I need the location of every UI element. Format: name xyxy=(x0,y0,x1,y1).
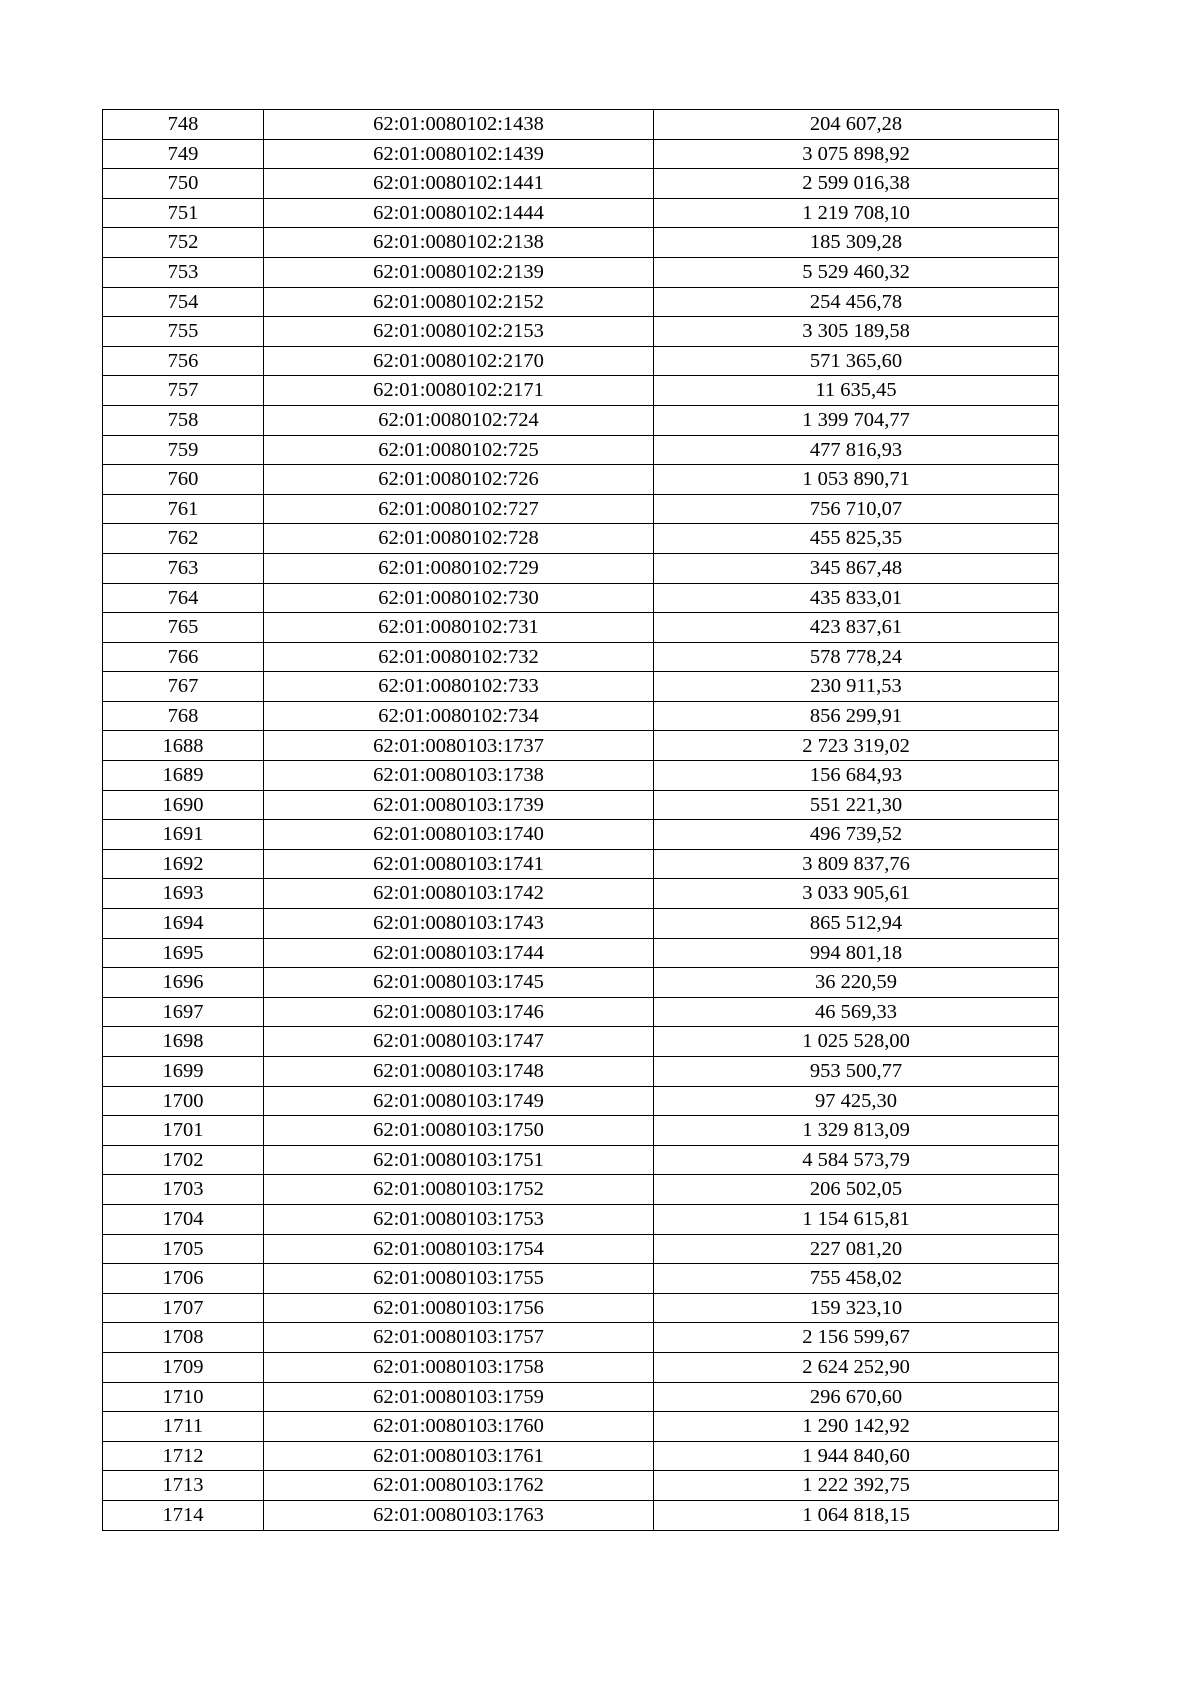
cadastral-number-cell: 62:01:0080102:2152 xyxy=(264,287,654,317)
cadastral-value-cell: 185 309,28 xyxy=(654,228,1059,258)
row-number-cell: 1693 xyxy=(103,879,264,909)
table-row xyxy=(103,761,1059,791)
table-row xyxy=(103,524,1059,554)
cadastral-number-cell: 62:01:0080103:1739 xyxy=(264,790,654,820)
table-row xyxy=(103,613,1059,643)
cadastral-number-cell: 62:01:0080103:1760 xyxy=(264,1412,654,1442)
row-number-cell: 1692 xyxy=(103,849,264,879)
cadastral-number-cell: 62:01:0080103:1746 xyxy=(264,997,654,1027)
table-row xyxy=(103,820,1059,850)
row-number-cell: 1704 xyxy=(103,1204,264,1234)
cadastral-number-cell: 62:01:0080102:2171 xyxy=(264,376,654,406)
table-row xyxy=(103,790,1059,820)
cadastral-number-cell: 62:01:0080102:2138 xyxy=(264,228,654,258)
table-row xyxy=(103,257,1059,287)
table-row xyxy=(103,997,1059,1027)
cadastral-value-cell: 2 156 599,67 xyxy=(654,1323,1059,1353)
row-number-cell: 1709 xyxy=(103,1352,264,1382)
cadastral-number-cell: 62:01:0080103:1743 xyxy=(264,909,654,939)
cadastral-value-cell: 345 867,48 xyxy=(654,553,1059,583)
table-row xyxy=(103,1323,1059,1353)
row-number-cell: 762 xyxy=(103,524,264,554)
row-number-cell: 748 xyxy=(103,110,264,140)
cadastral-value-cell: 227 081,20 xyxy=(654,1234,1059,1264)
table-row xyxy=(103,494,1059,524)
table-row xyxy=(103,1086,1059,1116)
cadastral-value-cell: 455 825,35 xyxy=(654,524,1059,554)
cadastral-value-cell: 496 739,52 xyxy=(654,820,1059,850)
cadastral-value-cell: 1 329 813,09 xyxy=(654,1116,1059,1146)
row-number-cell: 1691 xyxy=(103,820,264,850)
row-number-cell: 1699 xyxy=(103,1057,264,1087)
table-row xyxy=(103,1145,1059,1175)
cadastral-value-cell: 551 221,30 xyxy=(654,790,1059,820)
cadastral-value-cell: 296 670,60 xyxy=(654,1382,1059,1412)
table-row xyxy=(103,1382,1059,1412)
table-row xyxy=(103,909,1059,939)
row-number-cell: 765 xyxy=(103,613,264,643)
cadastral-value-cell: 435 833,01 xyxy=(654,583,1059,613)
row-number-cell: 1690 xyxy=(103,790,264,820)
table-row xyxy=(103,346,1059,376)
table-row xyxy=(103,1175,1059,1205)
cadastral-value-cell: 571 365,60 xyxy=(654,346,1059,376)
cadastral-number-cell: 62:01:0080103:1758 xyxy=(264,1352,654,1382)
row-number-cell: 763 xyxy=(103,553,264,583)
row-number-cell: 768 xyxy=(103,701,264,731)
table-row xyxy=(103,879,1059,909)
table-row xyxy=(103,1057,1059,1087)
cadastral-number-cell: 62:01:0080103:1742 xyxy=(264,879,654,909)
row-number-cell: 753 xyxy=(103,257,264,287)
table-row xyxy=(103,465,1059,495)
row-number-cell: 1697 xyxy=(103,997,264,1027)
cadastral-value-cell: 1 025 528,00 xyxy=(654,1027,1059,1057)
row-number-cell: 751 xyxy=(103,198,264,228)
table-row xyxy=(103,198,1059,228)
table-row xyxy=(103,583,1059,613)
cadastral-value-cell: 254 456,78 xyxy=(654,287,1059,317)
table-row xyxy=(103,642,1059,672)
cadastral-value-cell: 3 305 189,58 xyxy=(654,317,1059,347)
row-number-cell: 756 xyxy=(103,346,264,376)
cadastral-number-cell: 62:01:0080103:1755 xyxy=(264,1264,654,1294)
cadastral-number-cell: 62:01:0080103:1762 xyxy=(264,1471,654,1501)
cadastral-value-cell: 1 053 890,71 xyxy=(654,465,1059,495)
cadastral-number-cell: 62:01:0080102:727 xyxy=(264,494,654,524)
cadastral-number-cell: 62:01:0080102:728 xyxy=(264,524,654,554)
cadastral-value-cell: 204 607,28 xyxy=(654,110,1059,140)
row-number-cell: 766 xyxy=(103,642,264,672)
cadastral-number-cell: 62:01:0080102:731 xyxy=(264,613,654,643)
row-number-cell: 1705 xyxy=(103,1234,264,1264)
table-row xyxy=(103,701,1059,731)
row-number-cell: 1713 xyxy=(103,1471,264,1501)
cadastral-number-cell: 62:01:0080102:732 xyxy=(264,642,654,672)
table-row xyxy=(103,938,1059,968)
cadastral-value-cell: 1 399 704,77 xyxy=(654,405,1059,435)
cadastral-value-cell: 3 075 898,92 xyxy=(654,139,1059,169)
table-row xyxy=(103,287,1059,317)
cadastral-number-cell: 62:01:0080102:2139 xyxy=(264,257,654,287)
cadastral-number-cell: 62:01:0080103:1753 xyxy=(264,1204,654,1234)
row-number-cell: 1696 xyxy=(103,968,264,998)
cadastral-value-cell: 156 684,93 xyxy=(654,761,1059,791)
table-row xyxy=(103,376,1059,406)
cadastral-number-cell: 62:01:0080103:1763 xyxy=(264,1500,654,1530)
cadastral-value-cell: 159 323,10 xyxy=(654,1293,1059,1323)
row-number-cell: 1708 xyxy=(103,1323,264,1353)
cadastral-value-cell: 3 033 905,61 xyxy=(654,879,1059,909)
cadastral-value-cell: 865 512,94 xyxy=(654,909,1059,939)
cadastral-value-cell: 5 529 460,32 xyxy=(654,257,1059,287)
cadastral-number-cell: 62:01:0080103:1745 xyxy=(264,968,654,998)
cadastral-number-cell: 62:01:0080102:1438 xyxy=(264,110,654,140)
table-row xyxy=(103,1500,1059,1530)
table-row xyxy=(103,1204,1059,1234)
cadastral-value-cell: 2 599 016,38 xyxy=(654,169,1059,199)
cadastral-value-cell: 1 064 818,15 xyxy=(654,1500,1059,1530)
row-number-cell: 1714 xyxy=(103,1500,264,1530)
cadastral-value-cell: 1 154 615,81 xyxy=(654,1204,1059,1234)
cadastral-number-cell: 62:01:0080102:2153 xyxy=(264,317,654,347)
row-number-cell: 749 xyxy=(103,139,264,169)
table-row xyxy=(103,553,1059,583)
cadastral-value-cell: 756 710,07 xyxy=(654,494,1059,524)
cadastral-value-cell: 994 801,18 xyxy=(654,938,1059,968)
cadastral-number-cell: 62:01:0080103:1756 xyxy=(264,1293,654,1323)
cadastral-value-cell: 953 500,77 xyxy=(654,1057,1059,1087)
cadastral-number-cell: 62:01:0080103:1740 xyxy=(264,820,654,850)
cadastral-value-cell: 1 219 708,10 xyxy=(654,198,1059,228)
row-number-cell: 1702 xyxy=(103,1145,264,1175)
cadastral-number-cell: 62:01:0080103:1741 xyxy=(264,849,654,879)
cadastral-number-cell: 62:01:0080103:1747 xyxy=(264,1027,654,1057)
row-number-cell: 1710 xyxy=(103,1382,264,1412)
cadastral-value-cell: 755 458,02 xyxy=(654,1264,1059,1294)
cadastral-number-cell: 62:01:0080103:1751 xyxy=(264,1145,654,1175)
cadastral-number-cell: 62:01:0080102:729 xyxy=(264,553,654,583)
cadastral-value-cell: 477 816,93 xyxy=(654,435,1059,465)
row-number-cell: 1700 xyxy=(103,1086,264,1116)
table-row xyxy=(103,1412,1059,1442)
cadastral-number-cell: 62:01:0080102:725 xyxy=(264,435,654,465)
row-number-cell: 759 xyxy=(103,435,264,465)
row-number-cell: 750 xyxy=(103,169,264,199)
row-number-cell: 761 xyxy=(103,494,264,524)
cadastral-number-cell: 62:01:0080103:1752 xyxy=(264,1175,654,1205)
cadastral-number-cell: 62:01:0080103:1757 xyxy=(264,1323,654,1353)
cadastral-number-cell: 62:01:0080102:2170 xyxy=(264,346,654,376)
cadastral-number-cell: 62:01:0080102:734 xyxy=(264,701,654,731)
cadastral-value-cell: 1 944 840,60 xyxy=(654,1441,1059,1471)
cadastral-value-cell: 230 911,53 xyxy=(654,672,1059,702)
cadastral-number-cell: 62:01:0080103:1738 xyxy=(264,761,654,791)
cadastral-number-cell: 62:01:0080103:1737 xyxy=(264,731,654,761)
cadastral-value-cell: 856 299,91 xyxy=(654,701,1059,731)
cadastral-number-cell: 62:01:0080102:1439 xyxy=(264,139,654,169)
table-row xyxy=(103,1234,1059,1264)
row-number-cell: 764 xyxy=(103,583,264,613)
table-row xyxy=(103,1441,1059,1471)
table-row xyxy=(103,1264,1059,1294)
table-body xyxy=(103,110,1059,1531)
cadastral-value-table xyxy=(102,109,1059,1531)
cadastral-value-cell: 46 569,33 xyxy=(654,997,1059,1027)
cadastral-number-cell: 62:01:0080102:724 xyxy=(264,405,654,435)
row-number-cell: 752 xyxy=(103,228,264,258)
row-number-cell: 760 xyxy=(103,465,264,495)
table-row xyxy=(103,1471,1059,1501)
row-number-cell: 755 xyxy=(103,317,264,347)
cadastral-value-cell: 11 635,45 xyxy=(654,376,1059,406)
cadastral-value-cell: 97 425,30 xyxy=(654,1086,1059,1116)
cadastral-value-cell: 36 220,59 xyxy=(654,968,1059,998)
table-row xyxy=(103,672,1059,702)
row-number-cell: 1698 xyxy=(103,1027,264,1057)
cadastral-number-cell: 62:01:0080102:1444 xyxy=(264,198,654,228)
cadastral-number-cell: 62:01:0080103:1749 xyxy=(264,1086,654,1116)
table-row xyxy=(103,435,1059,465)
cadastral-value-cell: 2 723 319,02 xyxy=(654,731,1059,761)
row-number-cell: 1701 xyxy=(103,1116,264,1146)
cadastral-number-cell: 62:01:0080103:1750 xyxy=(264,1116,654,1146)
cadastral-value-cell: 578 778,24 xyxy=(654,642,1059,672)
row-number-cell: 1694 xyxy=(103,909,264,939)
cadastral-number-cell: 62:01:0080103:1759 xyxy=(264,1382,654,1412)
table-row xyxy=(103,139,1059,169)
cadastral-number-cell: 62:01:0080102:1441 xyxy=(264,169,654,199)
cadastral-number-cell: 62:01:0080103:1761 xyxy=(264,1441,654,1471)
cadastral-value-cell: 423 837,61 xyxy=(654,613,1059,643)
table-row xyxy=(103,968,1059,998)
cadastral-number-cell: 62:01:0080102:733 xyxy=(264,672,654,702)
cadastral-value-cell: 206 502,05 xyxy=(654,1175,1059,1205)
row-number-cell: 758 xyxy=(103,405,264,435)
row-number-cell: 1707 xyxy=(103,1293,264,1323)
cadastral-value-cell: 1 222 392,75 xyxy=(654,1471,1059,1501)
cadastral-number-cell: 62:01:0080102:726 xyxy=(264,465,654,495)
cadastral-number-cell: 62:01:0080103:1744 xyxy=(264,938,654,968)
row-number-cell: 1689 xyxy=(103,761,264,791)
row-number-cell: 1711 xyxy=(103,1412,264,1442)
table-row xyxy=(103,731,1059,761)
table-row xyxy=(103,228,1059,258)
table-row xyxy=(103,1293,1059,1323)
table-row xyxy=(103,110,1059,140)
table-row xyxy=(103,1027,1059,1057)
row-number-cell: 1706 xyxy=(103,1264,264,1294)
cadastral-value-cell: 2 624 252,90 xyxy=(654,1352,1059,1382)
row-number-cell: 757 xyxy=(103,376,264,406)
cadastral-number-cell: 62:01:0080103:1754 xyxy=(264,1234,654,1264)
row-number-cell: 1712 xyxy=(103,1441,264,1471)
table-row xyxy=(103,169,1059,199)
row-number-cell: 1703 xyxy=(103,1175,264,1205)
table-row xyxy=(103,849,1059,879)
table-row xyxy=(103,1352,1059,1382)
cadastral-value-cell: 4 584 573,79 xyxy=(654,1145,1059,1175)
row-number-cell: 1688 xyxy=(103,731,264,761)
cadastral-value-cell: 1 290 142,92 xyxy=(654,1412,1059,1442)
table-row xyxy=(103,1116,1059,1146)
table-row xyxy=(103,405,1059,435)
cadastral-value-cell: 3 809 837,76 xyxy=(654,849,1059,879)
row-number-cell: 1695 xyxy=(103,938,264,968)
row-number-cell: 754 xyxy=(103,287,264,317)
cadastral-number-cell: 62:01:0080102:730 xyxy=(264,583,654,613)
row-number-cell: 767 xyxy=(103,672,264,702)
cadastral-number-cell: 62:01:0080103:1748 xyxy=(264,1057,654,1087)
table-row xyxy=(103,317,1059,347)
